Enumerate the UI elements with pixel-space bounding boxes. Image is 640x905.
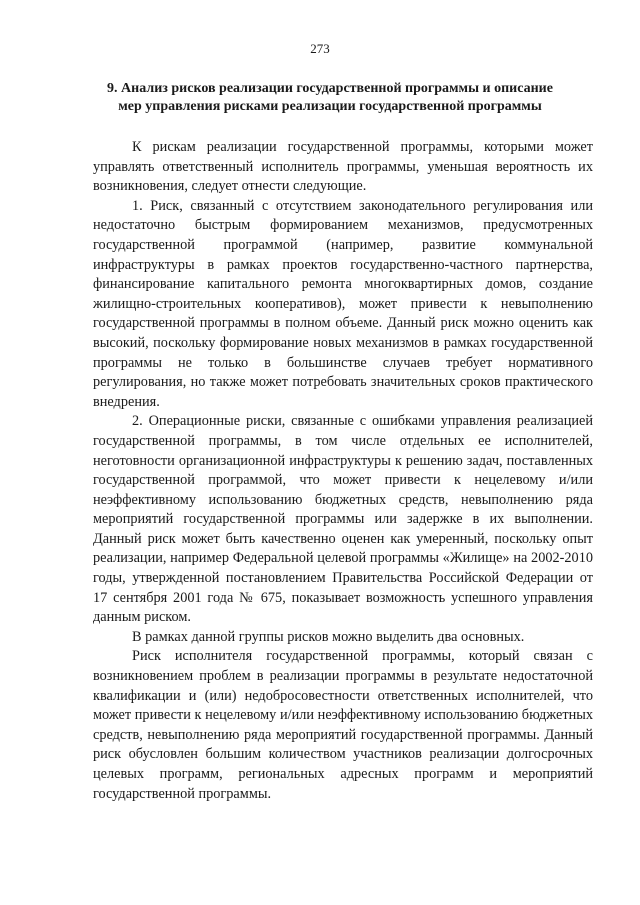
paragraph-executor-risk: Риск исполнителя государственной программы, который связан с возникновением проблем в реализации программы в результате недостаточной квалификации и (или) недобросовестности ответственных исполнителей, что может привести к нецелевому и/или неэффективному использованию бюджетных средств, невыполнению ряда мероприятий государственной программы. Данный риск обусловлен большим количеством участников реализации долгосрочных целевых программ, региональных адресных программ и мероприятий государственной программы. [93,648,593,802]
section-heading-line-2: мер управления рисками реализации государственной программы [118,99,542,114]
section-heading-line-1: 9. Анализ рисков реализации государственной программы и описание [107,81,553,96]
section-heading [80,80,580,116]
paragraph-risk-group: В рамках данной группы рисков можно выделить два основных. [132,628,525,645]
paragraph-intro: К рискам реализации государственной программы, которыми может управлять ответственный исполнитель программы, уменьшая вероятность их возникновения, следует отнести следующие. [93,139,593,195]
page-number: 273 [310,41,330,56]
body-text [93,138,593,804]
paragraph-risk-2: 2. Операционные риски, связанные с ошибками управления реализацией государственной программы, в том числе отдельных ее исполнителей, неготовности организационной инфраструктуры к решению задач, поставленных государственной программой, что может привести к нецелевому и/или неэффективному использованию бюджетных средств, невыполнению ряда мероприятий государственной программы или задержке в их выполнении. Данный риск может быть качественно оценен как умеренный, поскольку опыт реализации, например Федеральной целевой программы «Жилище» на 2002-2010 годы, утвержденной постановлением Правительства Российской Федерации от 17 сентября 2001 года № 675, показывает возможность успешного управления данным риском. [93,413,593,626]
paragraph-risk-1: 1. Риск, связанный с отсутствием законодательного регулирования или недостаточно быстрым формированием механизмов, предусмотренных государственной программой (например, развитие коммунальной инфраструктуры в рамках проектов государственно-частного партнерства, финансирование капитального ремонта многоквартирных домов, создание жилищно-строительных кооперативов), может привести к невыполнению государственной программы в полном объеме. Данный риск можно оценить как высокий, поскольку формирование новых механизмов в рамках государственной программы не только в большинстве случаев требует нормативного регулирования, но также может потребовать значительных сроков практического внедрения. [93,197,593,410]
